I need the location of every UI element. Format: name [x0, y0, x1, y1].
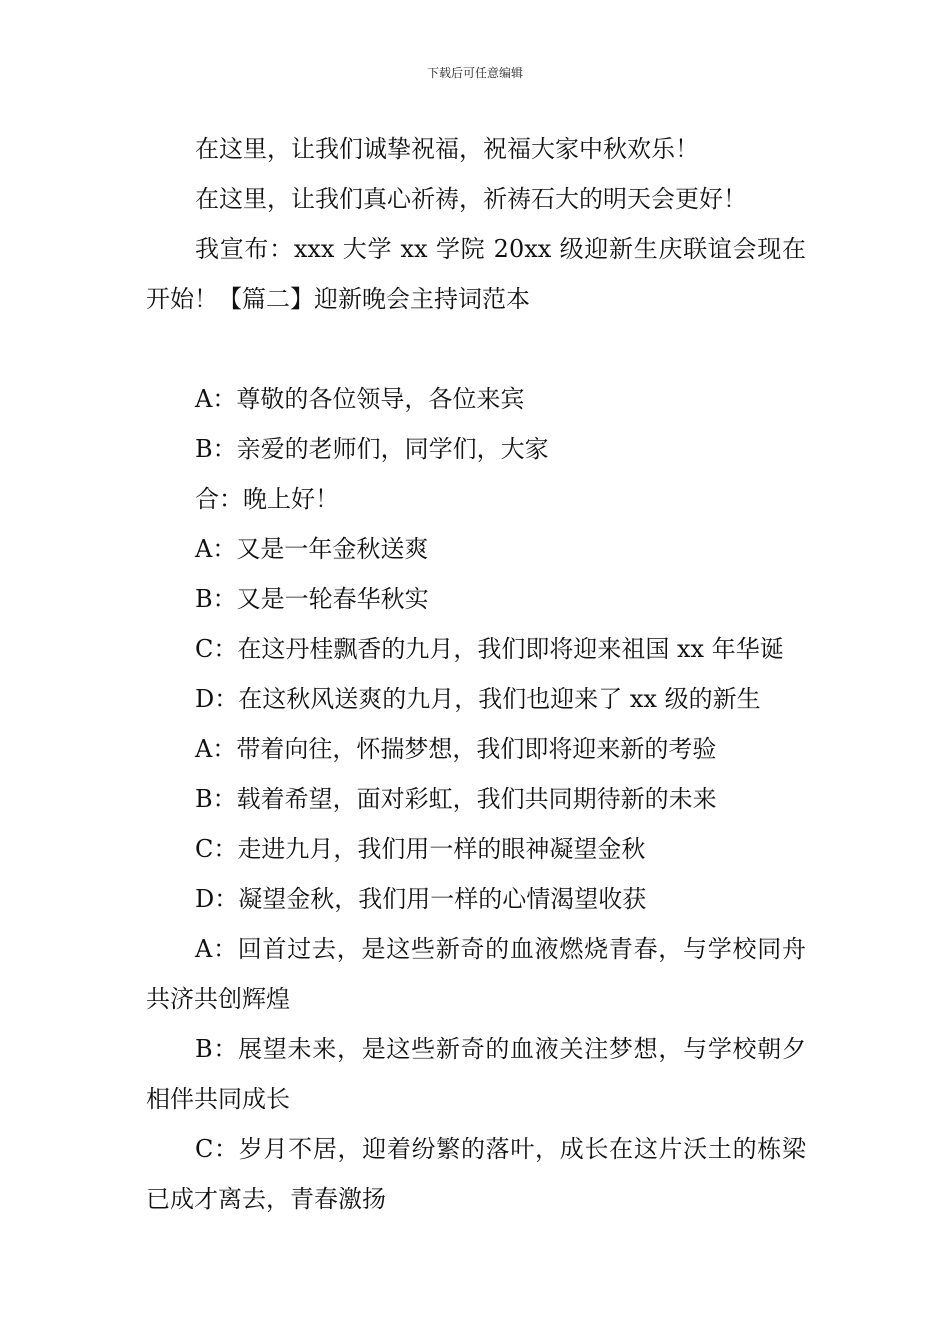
dialogue-line: B：展望未来，是这些新奇的血液关注梦想，与学校朝夕相伴共同成长 — [146, 1035, 806, 1113]
document-body — [146, 124, 806, 1224]
dialogue-line: B：亲爱的老师们，同学们，大家 — [195, 435, 549, 463]
dialogue-line: B：又是一轮春华秋实 — [195, 585, 429, 613]
dialogue-line: A：尊敬的各位领导，各位来宾 — [195, 385, 525, 413]
dialogue-line: 合：晚上好！ — [195, 485, 339, 513]
paragraph: 我宣布：xxx 大学 xx 学院 20xx 级迎新生庆联谊会现在开始！【篇二】迎新晚会主持词范本 — [146, 235, 806, 313]
paragraph: 在这里，让我们诚挚祝福，祝福大家中秋欢乐！ — [195, 135, 699, 163]
dialogue-line: B：载着希望，面对彩虹，我们共同期待新的未来 — [195, 785, 717, 813]
paragraph: 在这里，让我们真心祈祷，祈祷石大的明天会更好！ — [195, 185, 747, 213]
dialogue-line: A：带着向往，怀揣梦想，我们即将迎来新的考验 — [195, 735, 717, 763]
page-header: 下载后可任意编辑 — [426, 66, 523, 80]
blank-line — [146, 324, 806, 374]
dialogue-line: C：走进九月，我们用一样的眼神凝望金秋 — [195, 835, 646, 863]
dialogue-line: C：岁月不居，迎着纷繁的落叶，成长在这片沃土的栋梁已成才离去，青春激扬 — [146, 1135, 806, 1213]
dialogue-line: D：在这秋风送爽的九月，我们也迎来了 xx 级的新生 — [195, 685, 761, 713]
dialogue-line: A：又是一年金秋送爽 — [195, 535, 429, 563]
dialogue-line: C：在这丹桂飘香的九月，我们即将迎来祖国 xx 年华诞 — [195, 635, 784, 663]
dialogue-line: A：回首过去，是这些新奇的血液燃烧青春，与学校同舟共济共创辉煌 — [146, 935, 806, 1013]
dialogue-line: D：凝望金秋，我们用一样的心情渴望收获 — [195, 885, 647, 913]
